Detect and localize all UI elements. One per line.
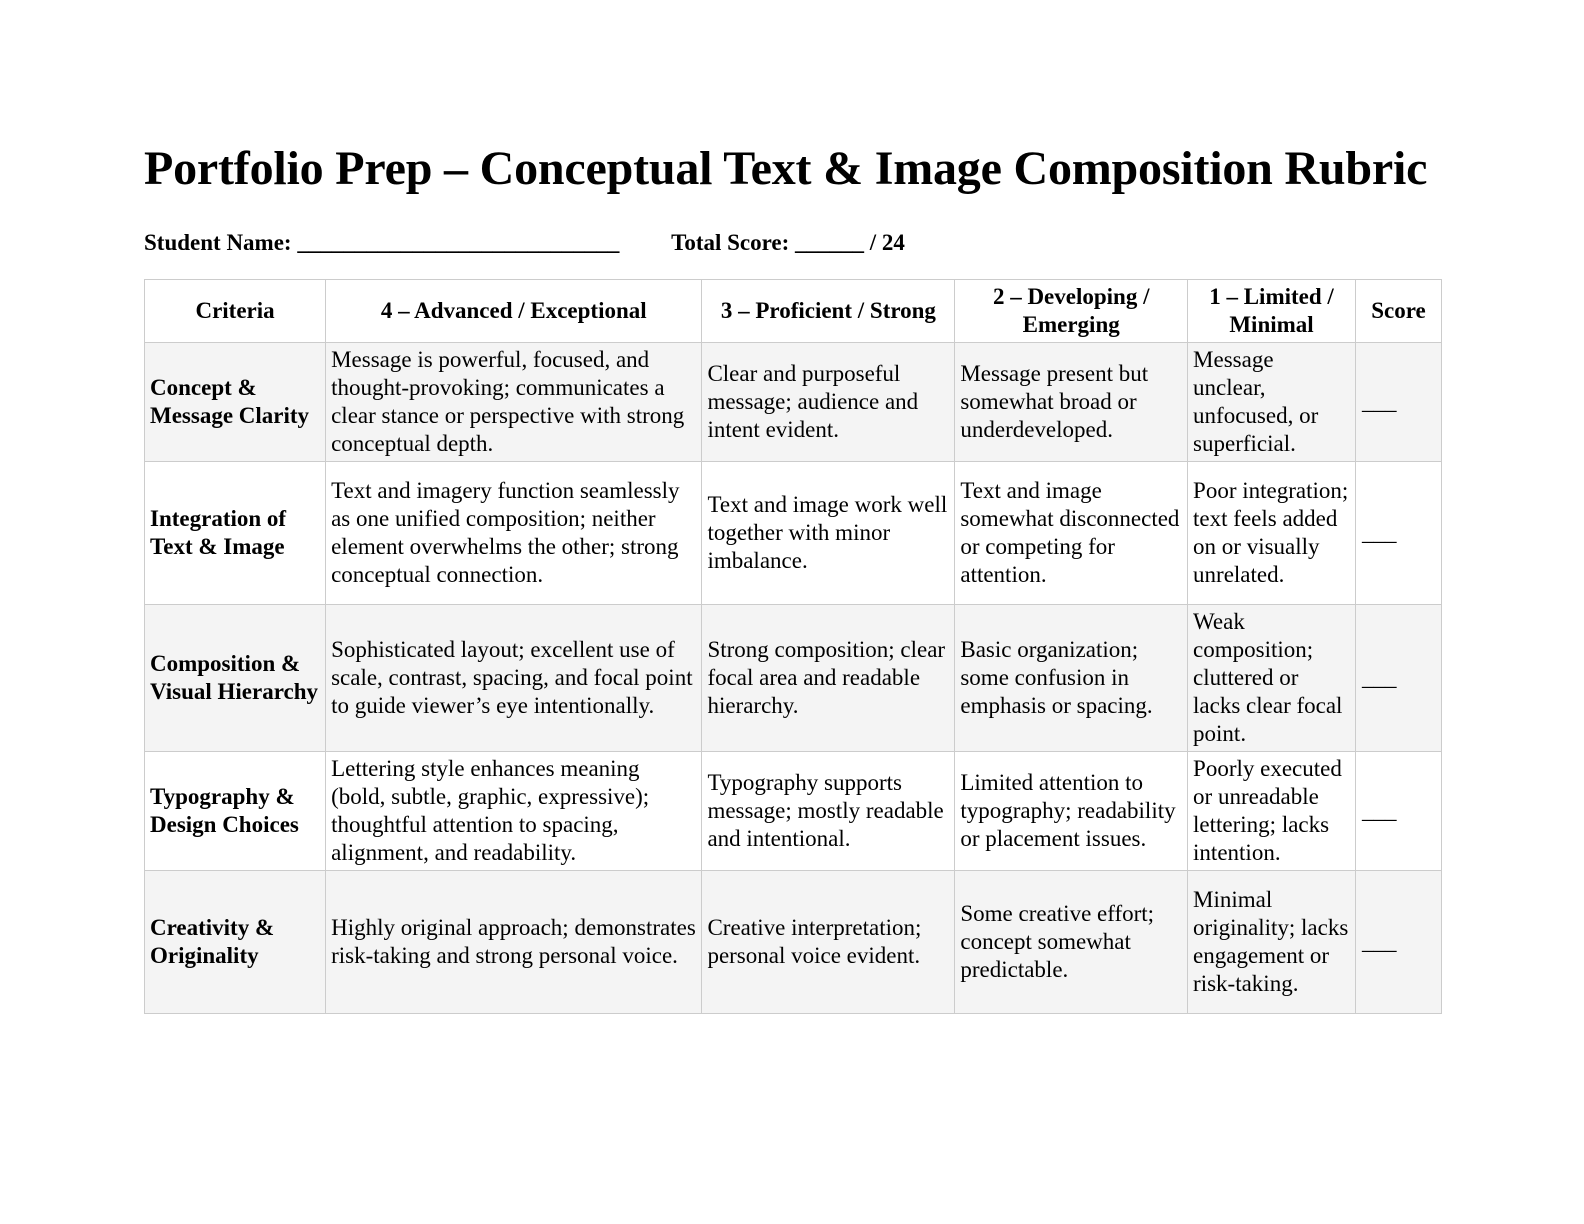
- table-row: [145, 342, 1442, 461]
- limited-cell: Minimal originality; lacks engagement or risk-taking.: [1188, 870, 1356, 1013]
- advanced-cell: Message is powerful, focused, and thought-provoking; communicates a clear stance or perspective with strong conceptual depth.: [326, 342, 702, 461]
- table-row: [145, 751, 1442, 870]
- criteria-cell: Concept & Message Clarity: [145, 342, 326, 461]
- score-blank: ___: [1355, 751, 1441, 870]
- student-info-line: [144, 226, 1440, 260]
- header-developing: 2 – Developing / Emerging: [955, 279, 1188, 342]
- criteria-cell: Creativity & Originality: [145, 870, 326, 1013]
- rubric-table: [144, 279, 1442, 1014]
- proficient-cell: Typography supports message; mostly readable and intentional.: [702, 751, 955, 870]
- proficient-cell: Clear and purposeful message; audience and intent evident.: [702, 342, 955, 461]
- criteria-cell: Typography & Design Choices: [145, 751, 326, 870]
- criteria-cell: Composition & Visual Hierarchy: [145, 604, 326, 751]
- proficient-cell: Text and image work well together with minor imbalance.: [702, 461, 955, 604]
- table-header-row: [145, 279, 1442, 342]
- criteria-cell: Integration of Text & Image: [145, 461, 326, 604]
- limited-cell: Poor integration; text feels added on or visually unrelated.: [1188, 461, 1356, 604]
- developing-cell: Some creative effort; concept somewhat predictable.: [955, 870, 1188, 1013]
- header-limited: 1 – Limited / Minimal: [1188, 279, 1356, 342]
- advanced-cell: Sophisticated layout; excellent use of scale, contrast, spacing, and focal point to guide viewer’s eye intentionally.: [326, 604, 702, 751]
- score-blank: ___: [1355, 604, 1441, 751]
- page-title: Portfolio Prep – Conceptual Text & Image Composition Rubric: [144, 142, 1428, 195]
- rubric-page: [144, 140, 1440, 1014]
- advanced-cell: Text and imagery function seamlessly as one unified composition; neither element overwhelms the other; strong conceptual connection.: [326, 461, 702, 604]
- score-blank: ___: [1355, 342, 1441, 461]
- student-name-field: Student Name: ____________________________: [144, 229, 620, 255]
- developing-cell: Message present but somewhat broad or underdeveloped.: [955, 342, 1188, 461]
- score-blank: ___: [1355, 870, 1441, 1013]
- proficient-cell: Strong composition; clear focal area and readable hierarchy.: [702, 604, 955, 751]
- limited-cell: Poorly executed or unreadable lettering; lacks intention.: [1188, 751, 1356, 870]
- header-score: Score: [1355, 279, 1441, 342]
- table-row: [145, 461, 1442, 604]
- header-criteria: Criteria: [145, 279, 326, 342]
- table-row: [145, 604, 1442, 751]
- proficient-cell: Creative interpretation; personal voice evident.: [702, 870, 955, 1013]
- header-advanced: 4 – Advanced / Exceptional: [326, 279, 702, 342]
- advanced-cell: Lettering style enhances meaning (bold, subtle, graphic, expressive); thoughtful attention to spacing, alignment, and readability.: [326, 751, 702, 870]
- score-blank: ___: [1355, 461, 1441, 604]
- limited-cell: Message unclear, unfocused, or superficial.: [1188, 342, 1356, 461]
- table-row: [145, 870, 1442, 1013]
- total-score-field: Total Score: ______ / 24: [671, 229, 905, 255]
- limited-cell: Weak composition; cluttered or lacks clear focal point.: [1188, 604, 1356, 751]
- advanced-cell: Highly original approach; demonstrates risk-taking and strong personal voice.: [326, 870, 702, 1013]
- header-proficient: 3 – Proficient / Strong: [702, 279, 955, 342]
- developing-cell: Text and image somewhat disconnected or competing for attention.: [955, 461, 1188, 604]
- developing-cell: Limited attention to typography; readability or placement issues.: [955, 751, 1188, 870]
- developing-cell: Basic organization; some confusion in emphasis or spacing.: [955, 604, 1188, 751]
